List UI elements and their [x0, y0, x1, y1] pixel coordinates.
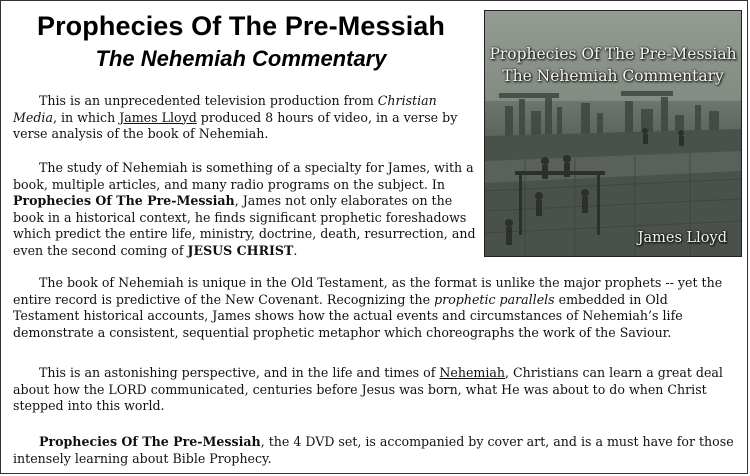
p2-text-e: . [293, 242, 298, 258]
p5-text-b: , the 4 DVD set, is accompanied by cover art, and is a must have for those intensely learning about Bible Prophecy. [13, 434, 734, 466]
p1-text-c: , in which [52, 109, 120, 125]
page-subtitle: The Nehemiah Commentary [95, 46, 387, 71]
p2-text-a: The study of Nehemiah is something of a specialty for James, with a book, multiple articles, and many radio programs on the subject. In [13, 160, 474, 192]
p1-christian-media: Christian Media [13, 93, 437, 125]
cover-title-line-1: Prophecies Of The Pre-Messiah [489, 45, 737, 63]
p3-prophetic-parallels: prophetic parallels [434, 291, 555, 307]
p5-title-bold: Prophecies Of The Pre-Messiah [39, 434, 261, 449]
p2-jesus-christ: JESUS CHRIST [187, 242, 294, 258]
james-lloyd-link[interactable]: James Lloyd [119, 109, 197, 125]
paragraph-study [13, 160, 476, 259]
paragraph-dvd-set [13, 434, 735, 467]
p4-text-a: This is an astonishing perspective, and in the life and times of [39, 365, 440, 380]
cover-title-line-2: The Nehemiah Commentary [502, 67, 724, 85]
p1-text-d: produced 8 hours of video, in a verse by verse analysis of the book of Nehemiah. [13, 109, 458, 141]
cover-author: James Lloyd [637, 230, 727, 246]
cover-art-image [484, 10, 742, 257]
p4-text-b: , Christians can learn a great deal about how the LORD communicated, centuries before Jesus was born, what He was about to do when Christ stepped into this world. [13, 365, 723, 413]
p2-title-bold: Prophecies Of The Pre-Messiah [13, 193, 235, 208]
p3-text-c: embedded in Old Testament historical accounts, James shows how the actual events and circumstances of Nehemiah’s life demonstrate a consistent, sequential prophetic metaphor which choreographs the work of the Saviour. [13, 291, 683, 340]
p3-text-a: The book of Nehemiah is unique in the Old Testament, as the format is unlike the major prophets -- yet the entire record is predictive of the New Covenant. Recognizing the [13, 275, 723, 307]
page-title: Prophecies Of The Pre-Messiah [36, 11, 446, 41]
paragraph-perspective [13, 365, 735, 415]
paragraph-intro [13, 93, 476, 143]
p2-text-c: , James not only elaborates on the book in a historical context, he finds significant prophetic foreshadows which predict the entire life, ministry, doctrine, death, resurrection, and even the second coming of [13, 193, 476, 258]
p1-text-a: This is an unprecedented television production from [39, 93, 378, 108]
nehemiah-link[interactable]: Nehemiah [439, 365, 506, 380]
paragraph-unique [13, 275, 735, 341]
